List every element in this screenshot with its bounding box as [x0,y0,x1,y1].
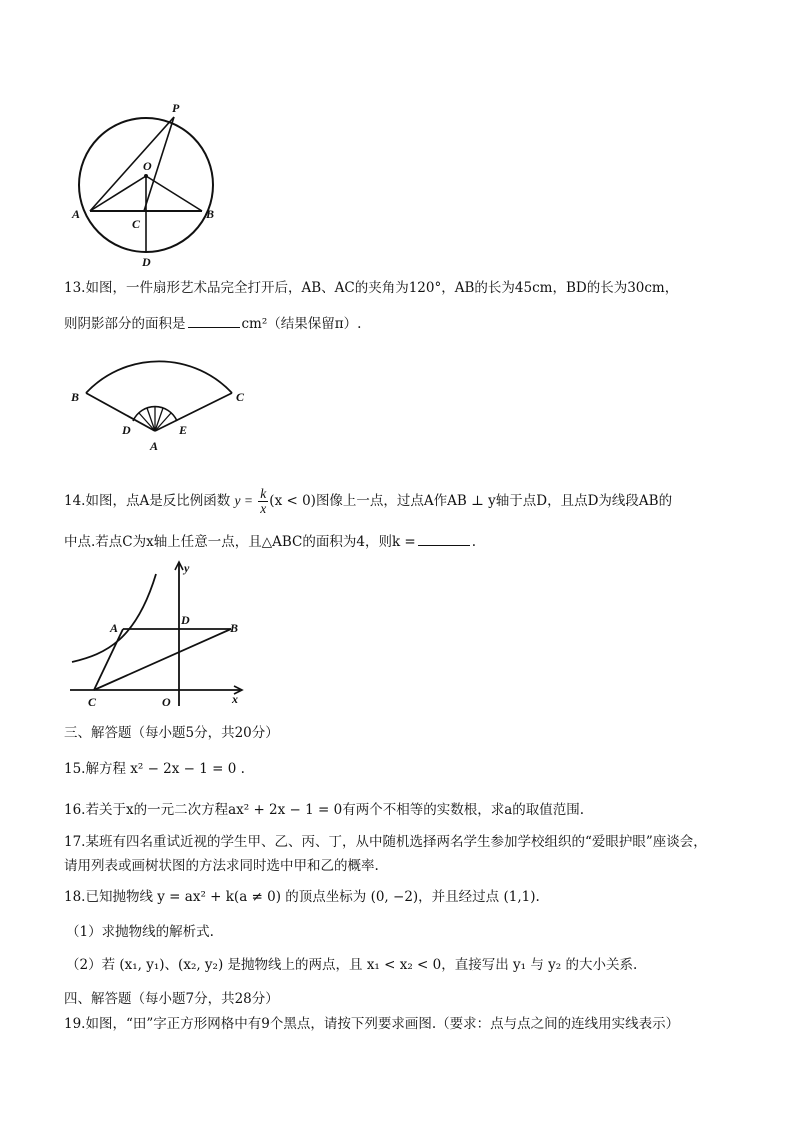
function-condition: (x < 0) [269,493,316,509]
label-c: C [236,390,245,404]
circle-figure [66,100,236,268]
question-16: 16.若关于x的一元二次方程ax² + 2x − 1 = 0有两个不相等的实数根，求a的取值范围. [64,802,585,818]
fan-rib-1 [139,413,155,431]
answer-blank-13 [188,315,240,328]
answer-blank-14 [418,533,470,546]
question-14-line1 [64,487,672,516]
label-o: O [162,695,171,709]
question-18-sub1: （1）求抛物线的解析式. [66,924,214,940]
period: . [471,534,477,550]
label-b: B [71,390,80,404]
question-17-line1: 17.某班有四名重试近视的学生甲、乙、丙、丁，从中随机选择两名学生参加学校组织的“爱眼护眼”座谈会， [64,834,707,850]
label-c: C [132,217,141,231]
question-14-text-b: 图像上一点，过点A作AB ⊥ y轴于点D，且点D为线段AB的 [315,493,673,509]
label-d: D [142,255,151,268]
label-b: B [230,621,239,635]
fan-rib-5 [155,413,171,431]
label-o: O [143,159,152,173]
function-y: y = [234,493,253,508]
fan-edge-ac [155,393,232,431]
question-19: 19.如图，“田”字正方形网格中有9个黑点，请按下列要求画图.（要求：点与点之间的连线用实线表示） [64,1016,680,1032]
question-15: 15.解方程 x² − 2x − 1 = 0 . [64,761,245,777]
segment-ap [90,117,174,211]
fan-figure [66,350,256,460]
question-13-line2 [64,315,361,333]
label-c: C [88,695,97,709]
fraction-denominator: x [260,501,267,516]
question-14-text-c: 中点.若点C为x轴上任意一点，且△ABC的面积为4，则k = [64,534,416,550]
label-p: P [172,101,180,115]
label-b: B [206,207,215,221]
question-14-text-a: 14.如图，点A是反比例函数 [64,493,231,509]
label-d: D [181,613,190,627]
fan-edge-ab [86,393,155,431]
segment-ac [94,629,123,690]
question-13-text: 则阴影部分的面积是 [64,316,186,332]
question-13-unit: cm²（结果保留π）. [241,316,362,332]
segment-cb [94,629,231,690]
section-4-heading: 四、解答题（每小题7分，共28分） [64,991,279,1007]
section-3-heading: 三、解答题（每小题5分，共20分） [64,725,279,741]
question-18-sub2: （2）若 (x₁, y₁)、(x₂, y₂) 是抛物线上的两点，且 x₁ < x₂ < 0，直接写出 y₁ 与 y₂ 的大小关系. [66,957,638,973]
label-d: D [122,423,131,437]
label-a: A [72,207,81,221]
label-x: x [232,692,238,706]
fraction-numerator: k [260,486,267,501]
question-14-line2 [64,533,476,551]
question-18-line1: 18.已知抛物线 y = ax² + k(a ≠ 0) 的顶点坐标为 (0, −2)，并且经过点 (1,1). [64,889,540,905]
segment-oa [90,176,146,211]
fraction-k-over-x [258,487,268,516]
segment-ob [146,176,202,211]
center-dot [144,174,148,178]
fan-outer-arc [86,361,232,393]
label-y: y [184,561,190,575]
label-a: A [110,621,119,635]
label-a: A [150,439,159,453]
question-13-line1: 13.如图，一件扇形艺术品完全打开后，AB、AC的夹角为120°，AB的长为45cm，BD的长为30cm， [64,280,679,296]
label-e: E [179,423,188,437]
coordinate-graph-figure [66,560,256,712]
question-17-line2: 请用列表或画树状图的方法求同时选中甲和乙的概率. [64,858,379,874]
